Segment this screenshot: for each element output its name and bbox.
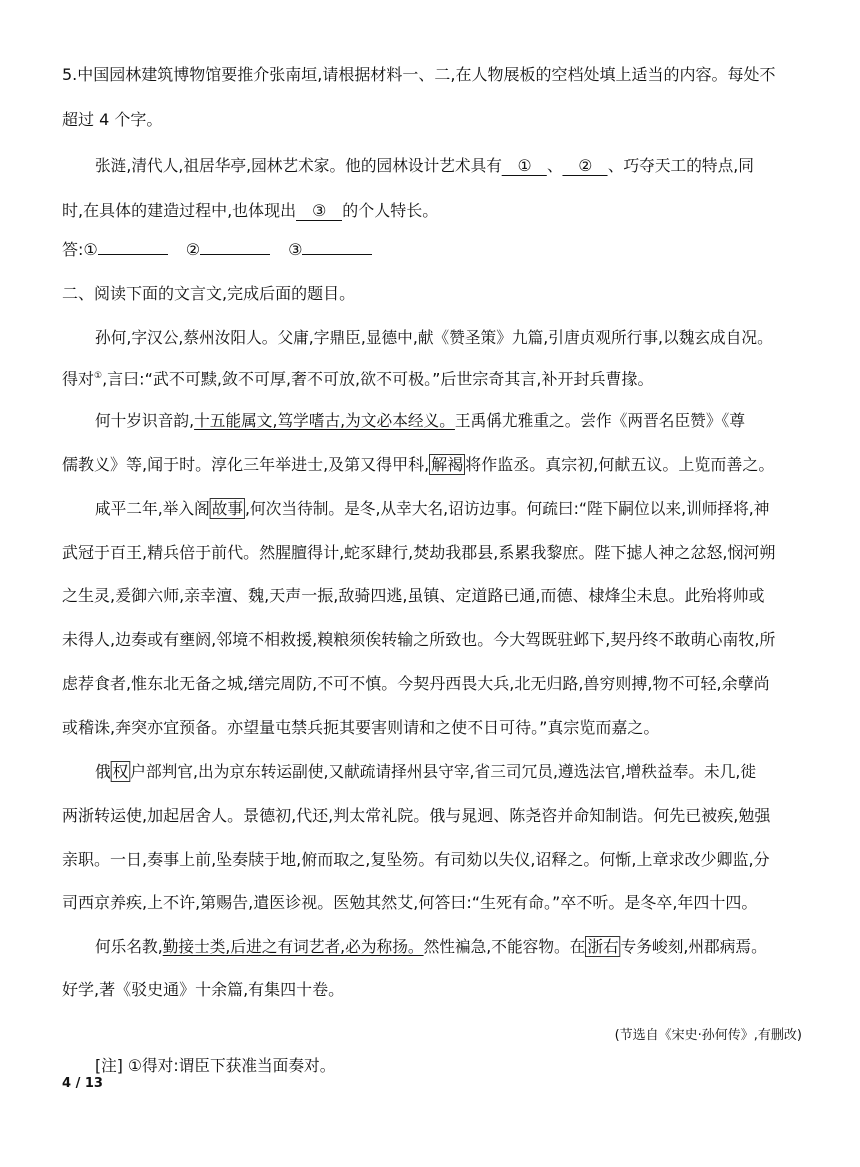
passage-p1-line-2 bbox=[62, 366, 802, 389]
answer-blank-2[interactable] bbox=[200, 254, 270, 255]
exhibit-board-line-2 bbox=[62, 201, 802, 221]
passage-p4-line-4 bbox=[62, 893, 802, 913]
footnote-text: [注] ①得对:谓臣下获准当面奏对。 bbox=[95, 1056, 336, 1075]
question-5-line-1 bbox=[62, 65, 802, 85]
footnote-marker: ① bbox=[94, 371, 103, 381]
passage-p3-line-3 bbox=[62, 586, 802, 606]
passage-p3-line-2 bbox=[62, 543, 802, 563]
passage-text: 未得人,边奏或有壅阏,邻境不相救援,糗粮须俟转输之所致也。今大驾既驻邺下,契丹终不敢萌心南牧,所 bbox=[62, 630, 776, 649]
passage-p4-line-3 bbox=[62, 850, 802, 870]
blank-1-label: ① bbox=[517, 156, 532, 175]
page-number: 4 / 13 bbox=[62, 1076, 103, 1091]
passage-text: 司西京养疾,上不许,第赐告,遣医诊视。医勉其然艾,何答曰:“生死有命。”卒不听。是冬卒,年四十四。 bbox=[62, 893, 758, 912]
section-heading bbox=[62, 284, 802, 304]
passage-p2-line-1 bbox=[95, 411, 820, 431]
passage-text: 何乐名教, bbox=[95, 937, 163, 956]
passage-text: 将作监丞。真宗初,何献五议。上览而善之。 bbox=[465, 455, 775, 474]
exhibit-board-line-1 bbox=[95, 156, 820, 176]
source-citation: (节选自《宋史·孙何传》,有删改) bbox=[614, 1028, 802, 1043]
passage-text: 户部判官,出为京东转运副使,又献疏请择州县守宰,省三司冗员,遵选法官,增秩益奉。未几,徙 bbox=[130, 762, 757, 781]
passage-text: 然性褊急,不能容物。在 bbox=[423, 937, 586, 956]
underlined-sentence: 勤接士类,后进之有词艺者,必为称扬。 bbox=[162, 937, 424, 956]
answer-label: 答:① bbox=[62, 240, 98, 259]
passage-text: 两浙转运使,加起居舍人。景德初,代还,判太常礼院。俄与晁迥、陈尧咨并命知制诰。何先已被疾,勉强 bbox=[62, 806, 771, 825]
text: 5.中国园林建筑博物馆要推介张南垣,请根据材料一、二,在人物展板的空档处填上适当的内容。每处不 bbox=[62, 65, 776, 84]
passage-text: 武冠于百王,精兵倍于前代。然腥膻得计,蛇豕肆行,焚劫我郡县,系累我黎庶。陛下摅人神之忿怒,悯河朔 bbox=[62, 543, 776, 562]
passage-text: 咸平二年,举入阁 bbox=[95, 499, 210, 518]
exhibit-text: 时,在具体的建造过程中,也体现出 bbox=[62, 201, 297, 220]
blank-1[interactable] bbox=[502, 157, 547, 176]
passage-text: 儒教义》等,闻于时。淳化三年举进士,及第又得甲科, bbox=[62, 455, 430, 474]
blank-3-label: ③ bbox=[312, 201, 327, 220]
passage-p5-line-1 bbox=[95, 937, 820, 957]
blank-2[interactable] bbox=[563, 157, 608, 176]
passage-text: 俄 bbox=[95, 762, 111, 781]
separator: 、 bbox=[547, 156, 563, 175]
passage-text: 专务峻刻,州郡病焉。 bbox=[620, 937, 767, 956]
passage-p1-line-1 bbox=[95, 328, 820, 348]
answer-label-2: ② bbox=[185, 240, 201, 259]
passage-text: 虑荐食者,惟东北无备之城,缮完周防,不可不慎。今契丹西畏大兵,北无归路,兽穷则搏,物不可轻,余孽尚 bbox=[62, 674, 770, 693]
passage-text: ,言曰:“武不可黩,敛不可厚,奢不可放,欲不可极。”后世宗奇其言,补开封兵曹掾。 bbox=[102, 369, 654, 389]
boxed-word: 故事 bbox=[211, 499, 244, 518]
passage-p5-line-2 bbox=[62, 980, 802, 1000]
passage-text: 王禹偁尤雅重之。尝作《两晋名臣赞》《尊 bbox=[454, 411, 746, 430]
underlined-sentence: 十五能属文,笃学嗜古,为文必本经义。 bbox=[194, 411, 455, 430]
passage-p3-line-6 bbox=[62, 718, 802, 738]
heading-text: 二、阅读下面的文言文,完成后面的题目。 bbox=[62, 284, 356, 303]
passage-text: ,何次当待制。是冬,从幸大名,诏访边事。何疏曰:“陛下嗣位以来,训师择将,神 bbox=[245, 499, 770, 518]
passage-text: 好学,著《驳史通》十余篇,有集四十卷。 bbox=[62, 980, 345, 999]
passage-text: 之生灵,爰御六师,亲幸澶、魏,天声一振,敌骑四逃,虽镇、定道路已通,而德、棣烽尘未息。此殆将帅或 bbox=[62, 586, 765, 605]
boxed-word: 浙右 bbox=[587, 937, 619, 956]
exhibit-text: 张涟,清代人,祖居华亭,园林艺术家。他的园林设计艺术具有 bbox=[95, 156, 502, 175]
passage-p2-line-2 bbox=[62, 455, 802, 475]
exhibit-text: 的个人特长。 bbox=[342, 201, 439, 220]
passage-p3-line-4 bbox=[62, 630, 802, 650]
answer-label-3: ③ bbox=[288, 240, 303, 259]
answer-blank-3[interactable] bbox=[302, 254, 372, 255]
answer-blank-1[interactable] bbox=[98, 254, 168, 255]
text: 超过 4 个字。 bbox=[62, 110, 163, 129]
passage-text: 孙何,字汉公,蔡州汝阳人。父庸,字鼎臣,显德中,献《赞圣策》九篇,引唐贞观所行事,以魏玄成自况。 bbox=[95, 328, 773, 347]
passage-p3-line-5 bbox=[62, 674, 802, 694]
passage-p3-line-1 bbox=[95, 499, 820, 519]
passage-p4-line-2 bbox=[62, 806, 802, 826]
blank-2-label: ② bbox=[578, 156, 593, 175]
passage-text: 或稽诛,奔突亦宜预备。亦望量屯禁兵扼其要害则请和之使不日可待。”真宗览而嘉之。 bbox=[62, 718, 660, 737]
passage-text: 何十岁识音韵, bbox=[95, 411, 195, 430]
passage-text: 得对 bbox=[62, 369, 95, 389]
passage-p4-line-1 bbox=[95, 762, 820, 782]
boxed-word: 权 bbox=[112, 762, 129, 781]
answer-line bbox=[62, 240, 802, 260]
question-5-line-2 bbox=[62, 110, 802, 130]
exhibit-text: 、巧夺天工的特点,同 bbox=[607, 156, 754, 175]
footnote bbox=[95, 1056, 820, 1076]
passage-text: 亲职。一日,奏事上前,坠奏牍于地,俯而取之,复坠笏。有司劾以失仪,诏释之。何惭,上章求改少卿监,分 bbox=[62, 850, 770, 869]
blank-3[interactable] bbox=[296, 202, 342, 221]
boxed-word: 解褐 bbox=[431, 455, 464, 474]
